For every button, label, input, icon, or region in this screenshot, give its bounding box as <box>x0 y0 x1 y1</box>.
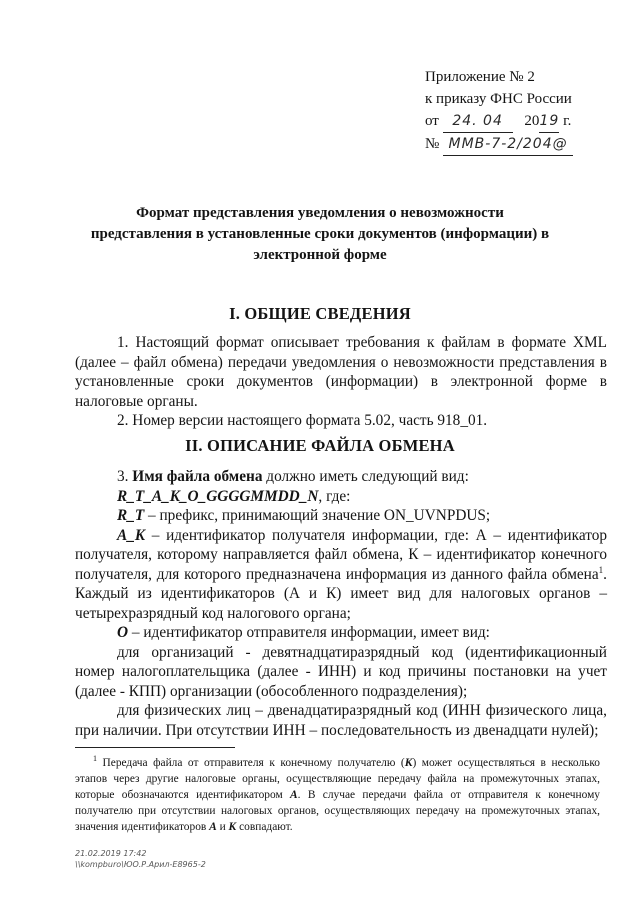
ak-code: A_K <box>117 526 146 544</box>
section1-heading: I. ОБЩИЕ СВЕДЕНИЯ <box>229 304 411 323</box>
ak-definition <box>75 526 607 624</box>
section1-paragraph2: 2. Номер версии настоящего формата 5.02, часть 918_01. <box>117 412 488 429</box>
section1-paragraph1: 1. Настоящий формат описывает требования к файлам в формате XML (далее – файл обмена) передачи уведомления о невозможности представления в установленные сроки документов (информации) в электронной форме в налоговые органы. <box>75 334 607 410</box>
rt-code: R_T <box>117 507 145 524</box>
o-text: – идентификатор отправителя информации, имеет вид: <box>128 624 490 641</box>
document-title: Формат представления уведомления о невозможности представления в установленные сроки документов (информации) в электронной форме <box>90 205 550 263</box>
p3-rest: должно иметь следующий вид: <box>262 468 469 485</box>
o-code: O <box>117 624 129 641</box>
appendix-number-row <box>425 133 573 156</box>
filename-pattern: R_T_A_K_O_GGGGMMDD_N <box>117 487 319 505</box>
footnote-a2: А <box>209 821 217 833</box>
appendix-line2: к приказу ФНС России <box>425 91 572 107</box>
appendix-line1: Приложение № 2 <box>425 69 535 85</box>
footnote-text-d: и <box>216 821 229 833</box>
person-definition: для физических лиц – двенадцатиразрядный код (ИНН физического лица, при наличии. При отсутствии ИНН – последовательность из двенадцати нулей); <box>75 702 607 739</box>
footnote-text-e: совпадают. <box>236 821 293 833</box>
o-definition <box>75 623 607 643</box>
date-prefix: от <box>425 113 439 129</box>
year-handwritten-field <box>539 110 559 133</box>
rt-text: – префикс, принимающий значение ON_UVNPDUS; <box>144 507 491 524</box>
ak-text: – идентификатор получателя информации, где: А – идентификатор получателя, которому направляется файл обмена, К – идентификатор конечного получателя, для которого предназначена информация из данного файла обмена <box>75 526 607 583</box>
stamp-line1: 21.02.2019 17:42 <box>75 849 147 858</box>
p3-bold-term: Имя файла обмена <box>132 468 263 485</box>
footnote-text-c: . В случае передачи файла от отправителя к конечному получателю при отсутствии налоговых органов, осуществляющих передачу на промежуточных этапах, значения идентификаторов <box>75 789 601 833</box>
footnote-number: 1 <box>93 754 97 764</box>
rt-definition <box>75 506 607 526</box>
filename-pattern-line <box>75 487 607 507</box>
section2-heading: II. ОПИСАНИЕ ФАЙЛА ОБМЕНА <box>185 436 455 455</box>
date-handwritten-field <box>443 110 513 133</box>
appendix-block <box>425 66 573 156</box>
footnote-a1: А <box>290 789 298 801</box>
number-handwritten: ММВ-7-2/204@ <box>448 136 568 152</box>
footnote-text-a: Передача файла от отправителя к конечному получателю ( <box>97 757 405 769</box>
number-prefix: № <box>425 136 440 152</box>
section1-body <box>75 333 607 431</box>
stamp-line2: \\kompburo\ЮО.Р.Арил-Е8965-2 <box>75 860 206 869</box>
section2-body <box>75 467 607 740</box>
appendix-date-row <box>425 110 573 133</box>
footnote-ref: 1 <box>598 564 604 575</box>
footnote-k1: К <box>404 757 413 769</box>
paragraph3 <box>75 467 607 487</box>
year-suffix: г. <box>563 113 572 129</box>
print-stamp <box>75 848 206 870</box>
footnote-text-b: ) может осуществляться в несколько этапов через другие налоговые органы, осуществляющие передачу файла на промежуточных этапах, которые обозначаются идентификатором <box>75 757 600 801</box>
pattern-suffix: , где: <box>318 487 351 505</box>
year-handwritten: 19 <box>539 113 560 129</box>
p3-lead: 3. <box>117 468 133 485</box>
ak-text-continued: . Каждый из идентификаторов (А и К) имеет вид для налоговых органов – четырехразрядный код налогового органа; <box>75 565 607 622</box>
date-handwritten: 24. 04 <box>452 113 503 129</box>
number-handwritten-field <box>443 133 573 156</box>
footnote-divider <box>75 747 235 748</box>
org-definition: для организаций - девятнадцатиразрядный код (идентификационный номер налогоплательщика (далее - ИНН) и код причины постановки на учет (далее - КПП) организации (обособленного подразделения); <box>75 643 607 700</box>
year-prefix: 20 <box>524 113 540 129</box>
footnote <box>75 755 600 835</box>
footnote-k2: К <box>228 821 237 833</box>
